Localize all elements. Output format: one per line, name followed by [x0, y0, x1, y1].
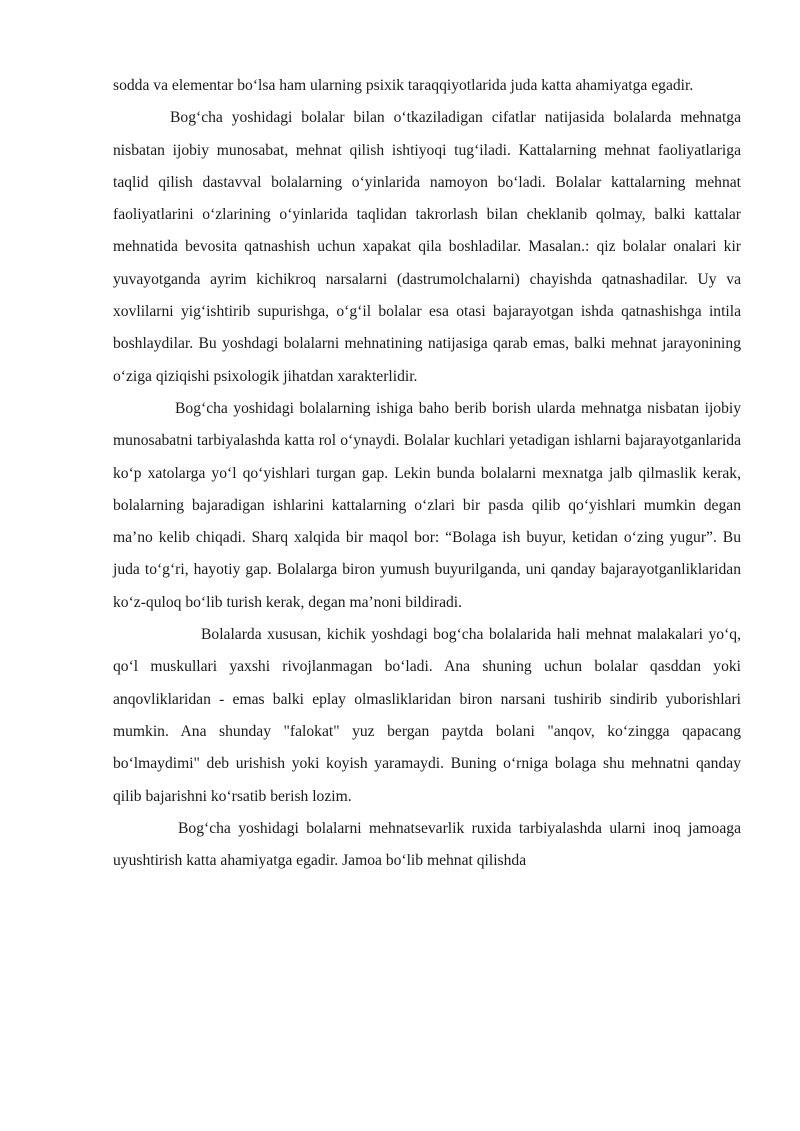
paragraph-2: Bog‘cha yoshidagi bolalar bilan o‘tkaziladigan cifatlar natijasida bolalarda mehnatga nisbatan ijobiy munosabat, mehnat qilish ishtiyoqi tug‘iladi. Kattalarning mehnat faoliyatlariga taqlid qilish dastavval bolalarning o‘yinlarida namoyon bo‘ladi. Bolalar kattalarning mehnat faoliyatlarini o‘zlarining o‘yinlarida taqlidan takrorlash bilan cheklanib qolmay, balki kattalar mehnatida bevosita qatnashish uchun xapakat qila boshladilar. Masalan.: qiz bolalar onalari kir yuvayotganda ayrim kichikroq narsalarni (dastrumolchalarni) chayishda qatnashadilar. Uy va xovlilarni yig‘ishtirib supurishga, o‘g‘il bolalar esa otasi bajarayotgan ishda qatnashishga intila boshlaydilar. Bu yoshdagi bolalarni mehnatining natijasiga qarab emas, balki mehnat jarayonining o‘ziga qiziqishi psixologik jihatdan xarakterlidir. [113, 109, 741, 385]
document-page [113, 70, 741, 877]
paragraph-1: sodda va elementar bo‘lsa ham ularning psixik taraqqiyotlarida juda katta ahamiyatga egadir. [113, 77, 694, 94]
paragraph-4: Bolalarda xususan, kichik yoshdagi bog‘cha bolalarida hali mehnat malakalari yo‘q, qo‘l muskullari yaxshi rivojlanmagan bo‘ladi. Ana shuning uchun bolalar qasddan yoki anqovliklaridan - emas balki eplay olmasliklaridan biron narsani tushirib sindirib yuborishlari mumkin. Ana shunday "falokat" yuz bergan paytda bolani "anqov, ko‘zingga qapacang bo‘lmaydimi" deb urishish yoki koyish yaramaydi. Buning o‘rniga bolaga shu mehnatni qanday qilib bajarishni ko‘rsatib berish lozim. [113, 626, 741, 805]
paragraph-5: Bog‘cha yoshidagi bolalarni mehnatsevarlik ruxida tarbiyalashda ularni inoq jamoaga uyushtirish katta ahamiyatga egadir. Jamoa bo‘lib mehnat qilishda [113, 819, 741, 870]
paragraph-3: Bog‘cha yoshidagi bolalarning ishiga baho berib borish ularda mehnatga nisbatan ijobiy munosabatni tarbiyalashda katta rol o‘ynaydi. Bolalar kuchlari yetadigan ishlarni bajarayotganlarida ko‘p xatolarga yo‘l qo‘yishlari turgan gap. Lekin bunda bolalarni mexnatga jalb qilmaslik kerak, bolalarning bajaradigan ishlarini kattalarning o‘zlari bir pasda qilib qo‘yishlari mumkin degan ma’no kelib chiqadi. Sharq xalqida bir maqol bor: “Bolaga ish buyur, ketidan o‘zing yugur”. Bu juda to‘g‘ri, hayotiy gap. Bolalarga biron yumush buyurilganda, uni qanday bajarayotganliklaridan ko‘z-quloq bo‘lib turish kerak, degan ma’noni bildiradi. [113, 399, 741, 611]
